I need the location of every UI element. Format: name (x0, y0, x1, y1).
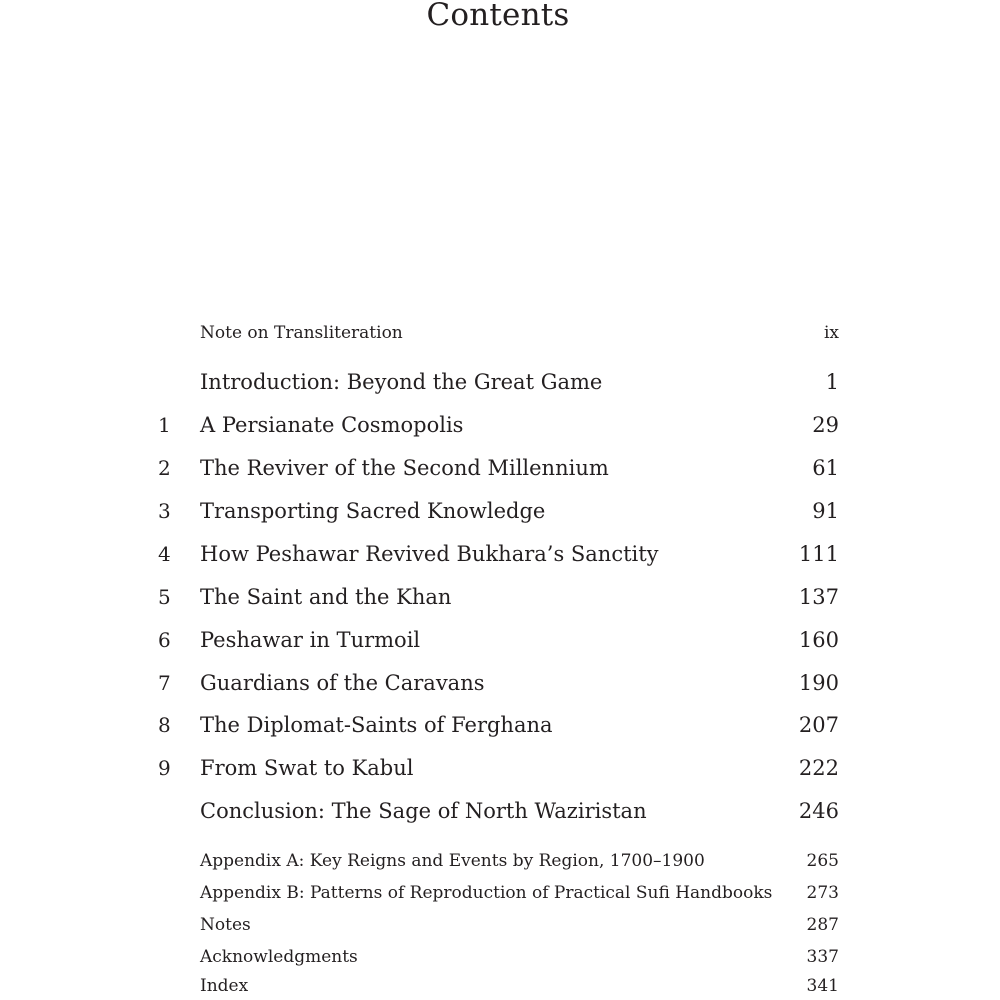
toc-entry-page: 137 (798, 585, 839, 609)
toc-chapter-number: 3 (158, 499, 171, 523)
toc-entry-introduction (0, 368, 1000, 396)
toc-entry-label: The Saint and the Khan (200, 585, 452, 609)
toc-entry-page: 222 (798, 756, 839, 780)
toc-entry-label: Introduction: Beyond the Great Game (200, 370, 603, 394)
toc-chapter-number: 7 (158, 671, 171, 695)
toc-entry-chapter-3 (0, 497, 1000, 525)
toc-entry-chapter-2 (0, 454, 1000, 482)
toc-chapter-number: 2 (158, 456, 171, 480)
toc-entry-label: A Persianate Cosmopolis (200, 413, 464, 437)
toc-entry-page: 111 (798, 542, 839, 566)
toc-entry-chapter-6 (0, 626, 1000, 654)
toc-entry-label: Peshawar in Turmoil (200, 628, 421, 652)
toc-entry-label: Appendix A: Key Reigns and Events by Region, 1700–1900 (200, 851, 705, 871)
toc-entry-label: Index (200, 976, 249, 996)
toc-entry-label: How Peshawar Revived Bukhara’s Sanctity (200, 542, 659, 566)
toc-entry-page: 29 (812, 413, 839, 437)
toc-chapter-number: 5 (158, 585, 171, 609)
toc-entry-page: 337 (806, 947, 839, 967)
toc-entry-page: 273 (806, 883, 839, 903)
toc-entry-label: Conclusion: The Sage of North Waziristan (200, 799, 647, 823)
toc-chapter-number: 1 (158, 413, 171, 437)
toc-entry-page: 1 (825, 370, 839, 394)
toc-entry-page: 91 (812, 499, 839, 523)
toc-entry-chapter-8 (0, 711, 1000, 739)
toc-chapter-number: 6 (158, 628, 171, 652)
toc-entry-page: 287 (806, 915, 839, 935)
page-title: Contents (426, 0, 570, 33)
toc-entry-chapter-7 (0, 669, 1000, 697)
toc-entry-conclusion (0, 797, 1000, 825)
toc-entry-appendix-a (0, 847, 1000, 875)
toc-entry-label: Transporting Sacred Knowledge (200, 499, 546, 523)
toc-entry-page: 207 (798, 713, 839, 737)
toc-entry-label: Note on Transliteration (200, 323, 403, 343)
toc-chapter-number: 4 (158, 542, 171, 566)
toc-entry-page: 246 (798, 799, 839, 823)
toc-entry-label: The Diplomat-Saints of Ferghana (200, 713, 553, 737)
toc-entry-label: The Reviver of the Second Millennium (200, 456, 609, 480)
toc-entry-label: Appendix B: Patterns of Reproduction of Practical Sufi Handbooks (200, 883, 773, 903)
toc-entry-label: From Swat to Kabul (200, 756, 414, 780)
toc-entry-label: Guardians of the Caravans (200, 671, 485, 695)
toc-chapter-number: 9 (158, 756, 171, 780)
toc-chapter-number: 8 (158, 713, 171, 737)
toc-entry-acknowledgments (0, 943, 1000, 971)
toc-entry-chapter-4 (0, 540, 1000, 568)
toc-entry-notes (0, 911, 1000, 939)
toc-entry-page: 160 (798, 628, 839, 652)
toc-entry-label: Acknowledgments (200, 947, 358, 967)
toc-entry-chapter-5 (0, 583, 1000, 611)
toc-entry-front-matter (0, 319, 1000, 347)
toc-entry-page: ix (823, 323, 839, 343)
toc-entry-page: 341 (806, 976, 839, 996)
toc-entry-label: Notes (200, 915, 251, 935)
toc-entry-page: 265 (806, 851, 839, 871)
toc-entry-index (0, 972, 1000, 1000)
toc-entry-appendix-b (0, 879, 1000, 907)
toc-entry-chapter-1 (0, 411, 1000, 439)
toc-entry-page: 61 (812, 456, 839, 480)
toc-entry-page: 190 (798, 671, 839, 695)
toc-entry-chapter-9 (0, 754, 1000, 782)
